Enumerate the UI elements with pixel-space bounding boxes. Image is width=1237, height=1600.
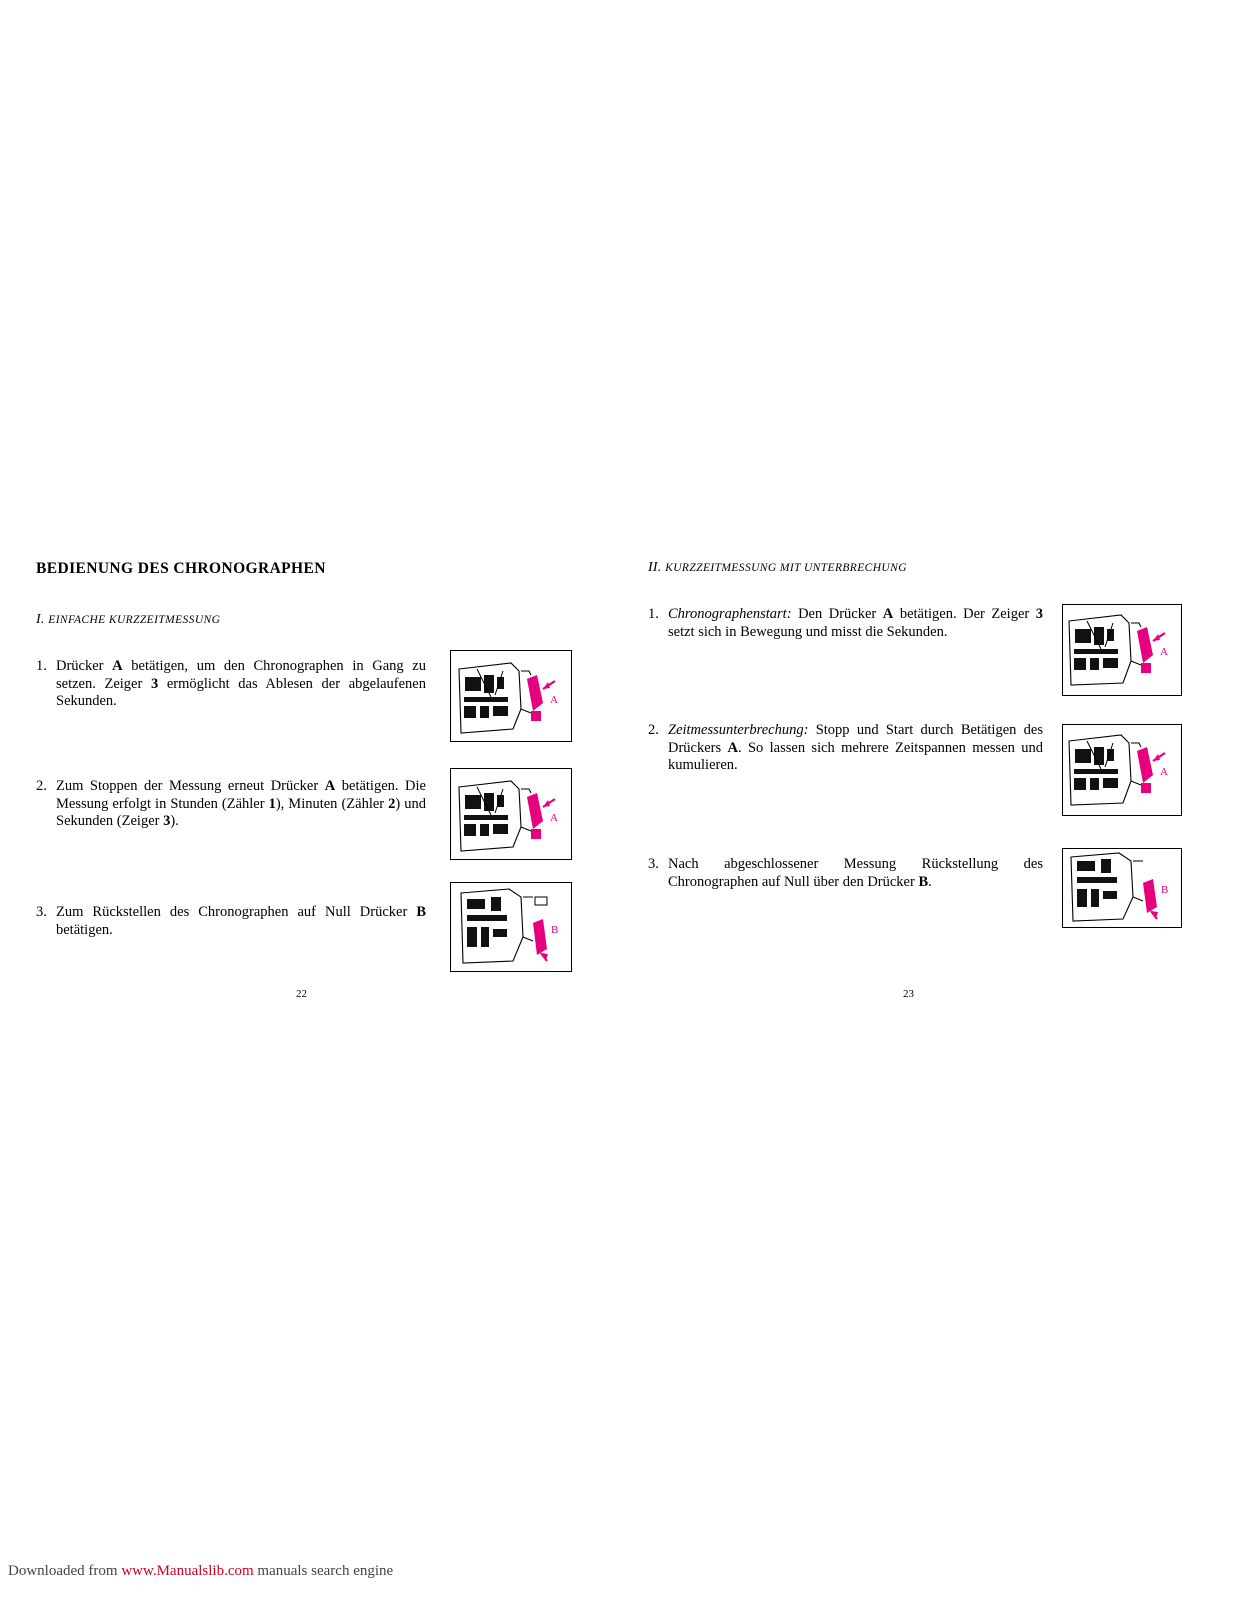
figure-label-a: A (1160, 766, 1168, 778)
step-text: Drücker A betätigen, um den Chronographen in Gang zu setzen. Zeiger 3 ermöglicht das Ablesen der abgelaufenen Sekunden. (56, 658, 426, 710)
step-text: Nach abgeschlossener Messung Rückstellung des Chronographen auf Null über den Drücker B. (668, 856, 1043, 890)
step-text: Chronographenstart: Den Drücker A betätigen. Der Zeiger 3 setzt sich in Bewegung und misst die Sekunden. (668, 606, 1043, 640)
figure-right-step1 (1062, 604, 1182, 696)
figure-label-a: A (1160, 646, 1168, 658)
subsection-numeral-left: I. (36, 612, 45, 627)
page-title: BEDIENUNG DES CHRONOGRAPHEN (36, 560, 326, 577)
step-number: 1. (36, 658, 47, 674)
footer-suffix: manuals search engine (253, 1563, 394, 1579)
watch-illustration-b1 (451, 883, 571, 971)
figure-left-step3 (450, 882, 572, 972)
footer-watermark (8, 1563, 393, 1580)
subsection-heading-right (648, 560, 1188, 576)
subsection-heading-left (36, 612, 576, 628)
step-text: Zum Stoppen der Messung erneut Drücker A betätigen. Die Messung erfolgt in Stunden (Zähler 1), Minuten (Zähler 2) und Sekunden (Zeiger 3). (56, 778, 426, 830)
footer-prefix: Downloaded from (8, 1563, 122, 1579)
figure-label-a: A (550, 694, 558, 706)
step-number: 3. (36, 904, 47, 920)
figure-left-step1 (450, 650, 572, 742)
subsection-numeral-right: II. (648, 560, 662, 575)
watch-illustration-b2 (1063, 849, 1181, 927)
watch-illustration-a4 (1063, 725, 1181, 815)
step-text: Zum Rückstellen des Chronographen auf Null Drücker B betätigen. (56, 904, 426, 938)
figure-right-step2 (1062, 724, 1182, 816)
page-number-left: 22 (296, 988, 307, 1000)
step-number: 3. (648, 856, 659, 872)
step-number: 1. (648, 606, 659, 622)
figure-left-step2 (450, 768, 572, 860)
watch-illustration-a3 (1063, 605, 1181, 695)
watch-illustration-a2 (451, 769, 571, 859)
subsection-title-right: KURZZEITMESSUNG MIT UNTERBRECHUNG (665, 562, 907, 574)
figure-label-b: B (551, 924, 559, 936)
figure-label-b: B (1161, 884, 1169, 896)
watch-illustration-a1 (451, 651, 571, 741)
manualslib-link[interactable]: www.Manualslib.com (121, 1563, 254, 1579)
subsection-title-left: EINFACHE KURZZEITMESSUNG (48, 614, 221, 626)
step-number: 2. (648, 722, 659, 738)
figure-right-step3 (1062, 848, 1182, 928)
page-number-right: 23 (903, 988, 914, 1000)
step-text: Zeitmessunterbrechung: Stopp und Start durch Betätigen des Drückers A. So lassen sich mehrere Zeitspannen messen und kumulieren. (668, 722, 1043, 774)
step-number: 2. (36, 778, 47, 794)
figure-label-a: A (550, 812, 558, 824)
